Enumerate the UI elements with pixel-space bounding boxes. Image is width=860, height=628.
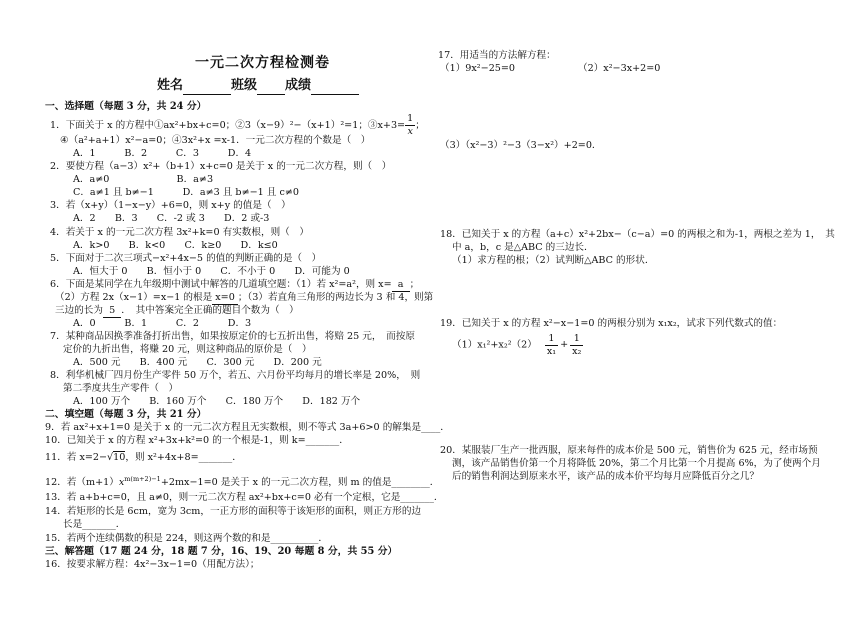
question-16: 16．按要求解方程：4x²−3x−1=0（用配方法）；	[45, 559, 260, 570]
score-blank[interactable]	[311, 78, 359, 95]
question-1-line-1: 1．下面关于 x 的方程中①ax²+bx+c=0；②3（x−9）²−（x+1）²=1；③x+3= $\frac{1}{x}$ ；	[50, 113, 425, 137]
question-18-line-1: 18．已知关于 x 的方程（a+c）x²+2bx−（c−a）=0 的两根之和为-1，两根之差为 1， 其	[440, 229, 835, 240]
question-8-options: A．100 万个 B．160 万个 C．180 万个 D．182 万个	[73, 396, 361, 407]
question-12: 12．若$(m+1)x^{m(m+2)-1}+2mx-1=0$ 是关于 x 的一元二次方程，则 m 的值是________．	[45, 475, 440, 489]
question-6-line-1: 6．下面是某同学在九年级期中测试中解答的几道填空题：（1）若 x²=a²，则 x= a ；	[50, 279, 420, 290]
question-2: 2．要使方程（a−3）x²+（b+1）x+c=0 是关于 x 的一元二次方程，则（ ）	[50, 161, 392, 172]
q11-radicand: 10	[113, 452, 126, 463]
question-19-line-1: 19．已知关于 x 的方程 x²−x−1=0 的两根分别为 x₁x₂，试求下列代数式的值：	[440, 318, 783, 329]
question-9: 9．若 ax²+x+1=0 是关于 x 的一元二次方程且无实数根，则不等式 3a+6>0 的解集是____．	[45, 422, 450, 433]
question-14-line-1: 14．若矩形的长是 6cm，宽为 3cm，一正方形的面积等于该矩形的面积，则正方形的边	[45, 506, 422, 517]
class-blank[interactable]	[257, 78, 285, 95]
question-6-options: A．0 B．1 C．2 D．3	[73, 318, 252, 329]
question-18-line-2: 中 a，b，c 是△ABC 的三边长．	[452, 242, 594, 253]
question-8-line-2: 第二季度共生产零件（ ）	[63, 383, 179, 394]
q6-answer-1: a	[391, 279, 410, 290]
q6-answer-2: x=0	[212, 292, 238, 303]
q19-fraction-1: $\frac{1}{\text{x₁}}$	[546, 333, 557, 357]
exam-title: 一元二次方程检测卷	[195, 55, 330, 71]
section-choice-heading: 一、选择题（每题 3 分，共 24 分）	[45, 101, 207, 112]
question-10: 10．已知关于 x 的方程 x²+3x+k²=0 的一个根是-1，则 k=_______．	[45, 435, 349, 446]
question-7-line-2: 定价的九折出售，将赚 20 元，则这种商品的原价是（ ）	[63, 344, 312, 355]
question-1-options: A．1 B．2 C．3 D．4	[73, 148, 252, 159]
question-20-line-2: 测，该产品销售价第一个月将降低 20%，第二个月比第一个月提高 6%，为了使两个月	[452, 458, 821, 469]
q6-answer-3: 5	[102, 305, 122, 316]
question-17-part-3: （3）（x²−3）²−3（3−x²）+2=0．	[440, 140, 602, 151]
question-6-line-3: 三边的长为 5 ． 其中答案完全正确的题目个数为（ ）	[55, 305, 299, 316]
section-fill-heading: 二、填空题（每题 3 分，共 21 分）	[45, 409, 207, 420]
q1-fraction: $\frac{1}{x}$	[407, 113, 414, 137]
question-20-line-3: 后的销售利润达到原来水平，该产品的成本价平均每月应降低百分之几？	[452, 471, 759, 482]
question-7-options: A．500 元 B．400 元 C．300 元 D．200 元	[73, 357, 322, 368]
q1-text: 1．下面关于 x 的方程中①ax²+bx+c=0；②3（x−9）²−（x+1）²=1；③x+3=	[50, 119, 406, 131]
question-17: 17．用适当的方法解方程：	[438, 50, 556, 61]
question-6-line-2: （2）方程 2x（x−1）=x−1 的根是 x=0 ；（3）若直角三角形的两边长为 3 和 4，则第	[55, 292, 434, 303]
student-info-line	[157, 78, 359, 95]
question-2-options-ab: A．a≠0 B．a≠3	[73, 174, 214, 185]
question-7-line-1: 7．某种商品因换季准备打折出售，如果按原定价的七五折出售，将赔 25 元， 而按原	[50, 331, 415, 342]
name-label: 姓名	[157, 78, 184, 93]
question-4-options: A．k>0 B．k<0 C．k≥0 D．k≤0	[73, 240, 278, 251]
class-label: 班级	[231, 78, 258, 93]
name-blank[interactable]	[183, 78, 231, 95]
question-5: 5．下面对于二次三项式−x²+4x−5 的值的判断正确的是（ ）	[50, 253, 322, 264]
question-14-line-2: 长是_______．	[63, 519, 126, 530]
question-18-line-3: （1）求方程的根；（2）试判断△ABC 的形状．	[452, 255, 655, 266]
question-4: 4．若关于 x 的一元二次方程 3x²+k=0 有实数根，则（ ）	[50, 227, 309, 238]
question-19-line-2: （1）x₁²+x₂²（2） $\frac{1}{\text{x₁}}$ + $\frac{1}{\text{x₂}}$	[452, 333, 582, 357]
section-answer-heading: 三、解答题（17 题 24 分，18 题 7 分，16、19、20 每题 8 分，共 55 分）	[45, 546, 398, 557]
question-17-part-1: （1）9x²−25=0	[440, 63, 516, 74]
sqrt-symbol: √	[107, 452, 114, 463]
question-13: 13．若 a+b+c=0，且 a≠0，则一元二次方程 ax²+bx+c=0 必有一个定根，它是_______．	[45, 492, 444, 503]
question-2-options-cd: C．a≠1 且 b≠−1 D．a≠3 且 b≠−1 且 c≠0	[73, 187, 299, 198]
question-8-line-1: 8．利华机械厂四月份生产零件 50 万个，若五、六月份平均每月的增长率是 20%， 则	[50, 370, 421, 381]
score-label: 成绩	[285, 78, 312, 93]
question-5-options: A．恒大于 0 B．恒小于 0 C．不小于 0 D．可能为 0	[73, 266, 350, 277]
question-20-line-1: 20．某服装厂生产一批西服，原来每件的成本价是 500 元，销售价为 625 元，经市场预	[440, 445, 818, 456]
question-15: 15．若两个连续偶数的积是 224，则这两个数的和是__________．	[45, 533, 329, 544]
question-1-line-2: ④（a²+a+1）x²−a=0；④3x²+x =x-1．一元二次方程的个数是（ ）	[60, 135, 371, 146]
question-3: 3．若（x+y）（1−x−y）+6=0，则 x+y 的值是（ ）	[50, 200, 291, 211]
question-17-part-2: （2）x²−3x+2=0	[578, 63, 661, 74]
q19-fraction-2: $\frac{1}{\text{x₂}}$	[572, 333, 582, 357]
question-11: 11．若 x=2−√10，则 x²+4x+8=_______．	[45, 452, 242, 463]
q12-exponent: m(m+2)−1	[124, 475, 161, 483]
question-3-options: A．2 B．3 C．-2 或 3 D．2 或-3	[73, 213, 270, 224]
